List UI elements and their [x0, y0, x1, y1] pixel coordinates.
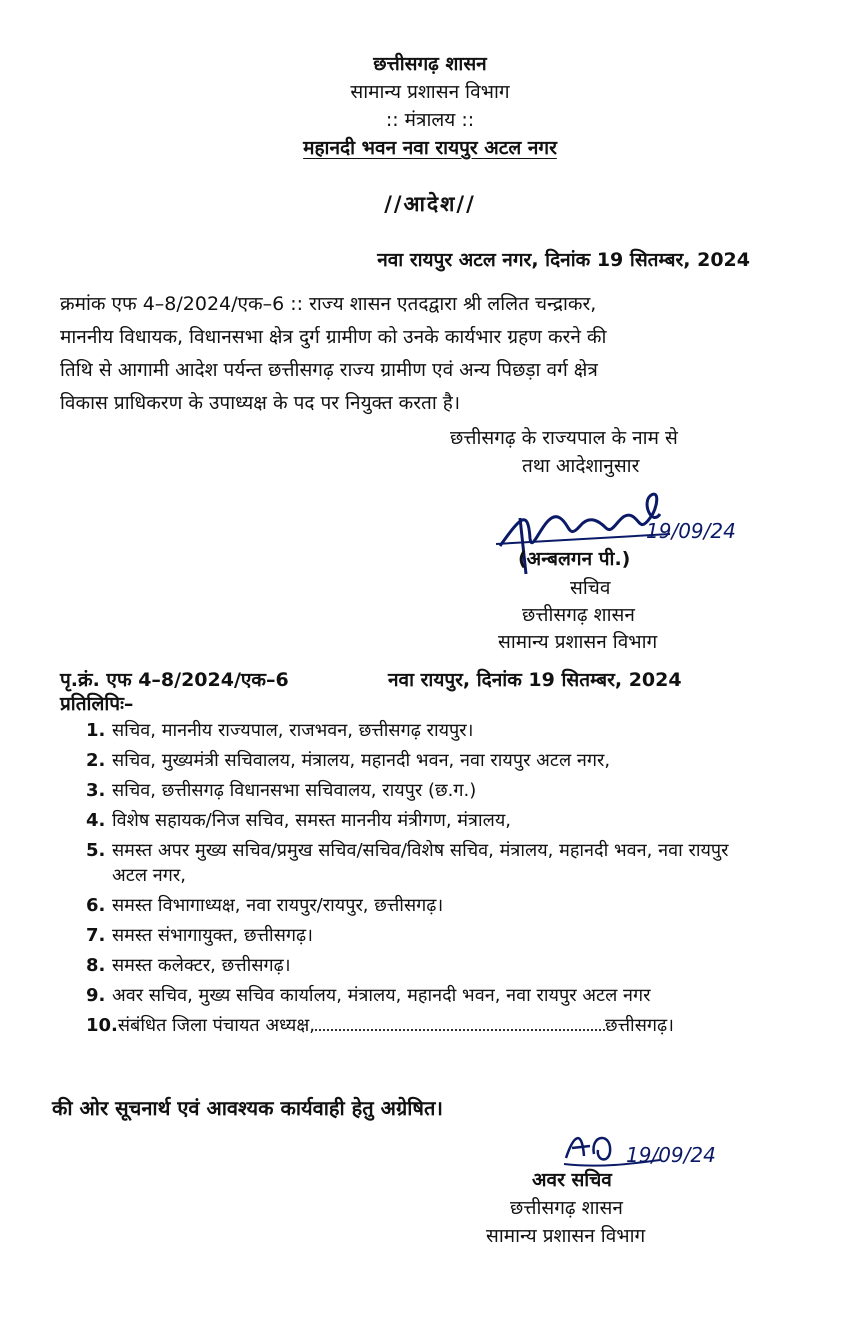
list-item	[86, 1013, 766, 1038]
list-item-text: सचिव, माननीय राज्यपाल, राजभवन, छत्तीसगढ़ रायपुर।	[112, 720, 474, 741]
header-government: छत्तीसगढ़ शासन	[373, 53, 487, 75]
authority-line: तथा आदेशानुसार	[522, 455, 640, 477]
copy-list	[86, 718, 766, 1043]
list-item-number: 6.	[86, 895, 106, 916]
list-item-text: छत्तीसगढ़।	[604, 1015, 674, 1036]
fill-in-blank	[315, 1015, 605, 1031]
list-item	[86, 748, 766, 773]
order-body-line: क्रमांक एफ 4–8/2024/एक–6 :: राज्य शासन एतदद्वारा श्री ललित चन्द्राकर,	[60, 293, 597, 315]
list-item	[86, 923, 766, 948]
list-item	[86, 718, 766, 743]
signatory1-designation: सचिव	[570, 577, 611, 599]
signatory1-name: (अन्बलगन पी.)	[518, 548, 631, 570]
list-item-number: 1.	[86, 720, 106, 741]
list-item	[86, 893, 766, 918]
signatory2-govt: छत्तीसगढ़ शासन	[510, 1197, 623, 1219]
list-item-text: समस्त विभागाध्यक्ष, नवा रायपुर/रायपुर, छत्तीसगढ़।	[112, 895, 444, 916]
header-address: महानदी भवन नवा रायपुर अटल नगर	[303, 137, 557, 159]
list-item	[86, 983, 766, 1008]
order-body-line: तिथि से आगामी आदेश पर्यन्त छत्तीसगढ़ राज्य ग्रामीण एवं अन्य पिछड़ा वर्ग क्षेत्र	[60, 359, 598, 381]
list-item-number: 2.	[86, 750, 106, 771]
list-item-number: 7.	[86, 925, 106, 946]
list-item-text: सचिव, मुख्यमंत्री सचिवालय, मंत्रालय, महानदी भवन, नवा रायपुर अटल नगर,	[112, 750, 611, 771]
signatory2-dept: सामान्य प्रशासन विभाग	[486, 1225, 646, 1247]
list-item-number: 3.	[86, 780, 106, 801]
list-item-number: 9.	[86, 985, 106, 1006]
list-item	[86, 778, 766, 803]
signature-date-2: 19/09/24	[626, 1143, 716, 1167]
header-department: सामान्य प्रशासन विभाग	[350, 81, 510, 103]
authority-line: छत्तीसगढ़ के राज्यपाल के नाम से	[450, 427, 678, 449]
closing-line: की ओर सूचनार्थ एवं आवश्यक कार्यवाही हेतु अग्रेषित।	[52, 1096, 443, 1120]
order-body-line: विकास प्राधिकरण के उपाध्यक्ष के पद पर नियुक्त करता है।	[60, 392, 461, 414]
list-item-text: समस्त अपर मुख्य सचिव/प्रमुख सचिव/सचिव/विशेष सचिव, मंत्रालय, महानदी भवन, नवा रायपुर अटल नगर,	[112, 840, 729, 886]
endorsement-place-date: नवा रायपुर, दिनांक 19 सितम्बर, 2024	[388, 669, 682, 691]
list-item-text: विशेष सहायक/निज सचिव, समस्त माननीय मंत्रीगण, मंत्रालय,	[112, 810, 512, 831]
order-title: //आदेश//	[384, 192, 476, 216]
endorsement-ref: पृ.क्रं. एफ 4–8/2024/एक–6	[60, 669, 289, 691]
list-item	[86, 838, 766, 888]
list-item-number: 5.	[86, 840, 106, 861]
list-item-text: समस्त संभागायुक्त, छत्तीसगढ़।	[112, 925, 313, 946]
list-item	[86, 808, 766, 833]
list-item-text: अवर सचिव, मुख्य सचिव कार्यालय, मंत्रालय, महानदी भवन, नवा रायपुर अटल नगर	[112, 985, 651, 1006]
list-item-text: समस्त कलेक्टर, छत्तीसगढ़।	[112, 955, 291, 976]
header-ministry: :: मंत्रालय ::	[385, 109, 475, 131]
list-item-number: 4.	[86, 810, 106, 831]
list-item-number: 8.	[86, 955, 106, 976]
signatory1-dept: सामान्य प्रशासन विभाग	[498, 631, 658, 653]
order-place-date: नवा रायपुर अटल नगर, दिनांक 19 सितम्बर, 2024	[377, 249, 750, 271]
signatory1-govt: छत्तीसगढ़ शासन	[522, 604, 635, 626]
order-body-line: माननीय विधायक, विधानसभा क्षेत्र दुर्ग ग्रामीण को उनके कार्यभार ग्रहण करने की	[60, 326, 607, 348]
copy-label: प्रतिलिपिः–	[60, 693, 134, 715]
signatory2-designation: अवर सचिव	[532, 1169, 612, 1191]
list-item-number: 10.	[86, 1015, 118, 1036]
list-item-text: संबंधित जिला पंचायत अध्यक्ष,	[117, 1015, 315, 1036]
list-item-text: सचिव, छत्तीसगढ़ विधानसभा सचिवालय, रायपुर (छ.ग.)	[112, 780, 477, 801]
signature-date-1: 19/09/24	[646, 519, 736, 543]
list-item	[86, 953, 766, 978]
